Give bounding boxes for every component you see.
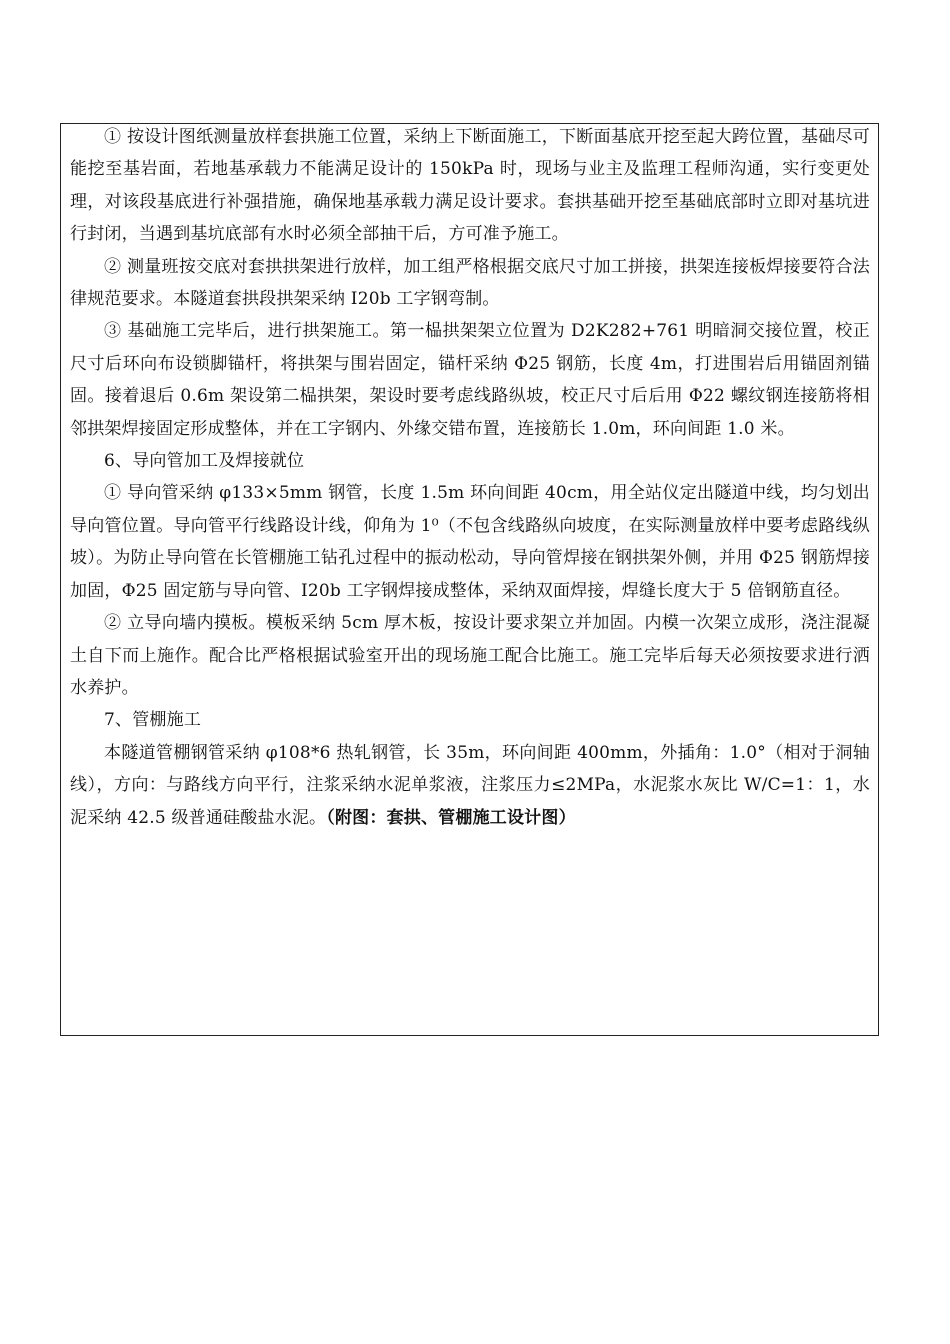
pipe-shed-text: 本隧道管棚钢管采纳 φ108*6 热轧钢管，长 35m，环向间距 400mm，外插角：1.0°（相对于洞轴线），方向：与路线方向平行，注浆采纳水泥单浆液，注浆压力≤2MPa，水泥浆水灰比 W/C=1：1，水泥采纳 42.5 级普通硅酸盐水泥。 [70,742,870,828]
paragraph-pipe-shed-construction [70,737,870,834]
section-heading-guide-pipe: 6、导向管加工及焊接就位 [104,451,305,472]
attachment-note: （附图：套拱、管棚施工设计图） [326,807,576,828]
content-table-cell [60,123,879,1036]
paragraph-arch-frame-construction: ③ 基础施工完毕后，进行拱架施工。第一榀拱架架立位置为 D2K282+761 明暗洞交接位置，校正尺寸后环向布设锁脚锚杆，将拱架与围岩固定，锚杆采纳 Φ25 钢筋，长度 4m，打进围岩后用锚固剂锚固。接着退后 0.6m 架设第二榀拱架，架设时要考虑线路纵坡，校正尺寸后后用 Φ22 螺纹钢连接筋将相邻拱架焊接固定形成整体，并在工字钢内、外缘交错布置，连接筋长 1.0m，环向间距 1.0 米。 [70,321,870,439]
paragraph-guide-pipe-welding: ① 导向管采纳 φ133×5mm 钢管，长度 1.5m 环向间距 40cm，用全站仪定出隧道中线，均匀划出导向管位置。导向管平行线路设计线，仰角为 1⁰（不包含线路纵向坡度，在实际测量放样中要考虑路线纵坡）。为防止导向管在长管棚施工钻孔过程中的振动松动，导向管焊接在钢拱架外侧，并用 Φ25 钢筋焊接加固，Φ25 固定筋与导向管、I20b 工字钢焊接成整体，采纳双面焊接，焊缝长度大于 5 倍钢筋直径。 [70,483,870,601]
paragraph-arch-frame-layout: ② 测量班按交底对套拱拱架进行放样，加工组严格根据交底尺寸加工拼接，拱架连接板焊接要符合法律规范要求。本隧道套拱段拱架采纳 I20b 工字钢弯制。 [70,256,870,310]
paragraph-arch-foundation: ① 按设计图纸测量放样套拱施工位置，采纳上下断面施工，下断面基底开挖至起大跨位置，基础尽可能挖至基岩面，若地基承载力不能满足设计的 150kPa 时，现场与业主及监理工程师沟通，实行变更处理，对该段基底进行补强措施，确保地基承载力满足设计要求。套拱基础开挖至基础底部时立即对基坑进行封闭，当遇到基坑底部有水时必须全部抽干后，方可准予施工。 [70,127,870,245]
section-heading-pipe-shed: 7、管棚施工 [104,710,202,731]
paragraph-guide-wall-formwork: ② 立导向墙内摸板。模板采纳 5cm 厚木板，按设计要求架立并加固。内模一次架立成形，浇注混凝土自下而上施作。配合比严格根据试验室开出的现场施工配合比施工。施工完毕后每天必须按要求进行洒水养护。 [70,613,870,698]
